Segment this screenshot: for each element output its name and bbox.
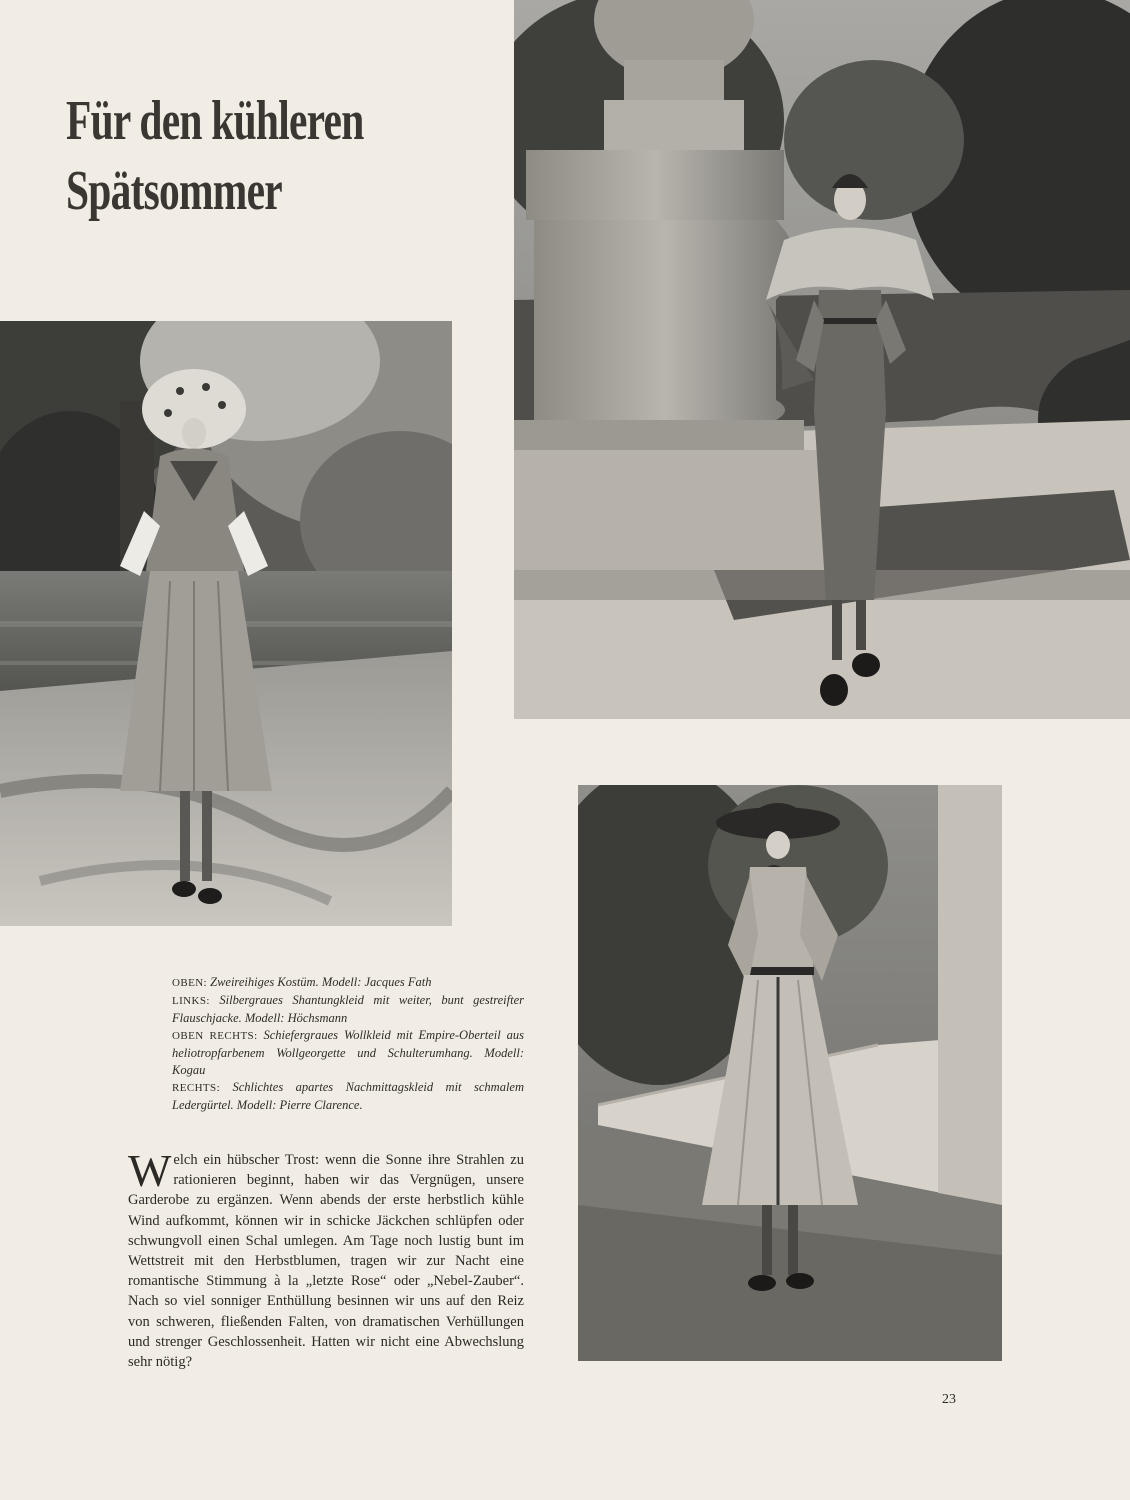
caption-text: Schlichtes apartes Nachmittagskleid mit schmalem Ledergürtel. Modell: Pierre Clarence. <box>172 1080 524 1112</box>
title-line-2: Spätsommer <box>66 160 282 222</box>
caption-text: Zweireihiges Kostüm. Modell: Jacques Fath <box>210 975 432 989</box>
page-title <box>66 86 362 226</box>
photo-suit-by-lake-image <box>0 321 452 926</box>
photo-dress-by-wall <box>578 785 1002 1361</box>
photo-dress-by-pedestal-image <box>514 0 1130 719</box>
article-body <box>128 1145 524 1372</box>
photo-suit-by-lake <box>0 321 452 926</box>
caption-text: Schiefergraues Wollkleid mit Empire-Oberteil aus heliotropfarbenem Wollgeorgette und Schulterumhang. Modell: Kogau <box>172 1028 524 1077</box>
title-line-1: Für den kühleren <box>66 90 364 152</box>
caption-3 <box>172 1027 524 1079</box>
page-number: 23 <box>942 1392 956 1407</box>
caption-label: RECHTS: <box>172 1082 221 1094</box>
photo-captions <box>172 974 524 1114</box>
caption-label: LINKS: <box>172 995 210 1007</box>
caption-label: OBEN: <box>172 977 207 989</box>
drop-cap: W <box>128 1145 172 1196</box>
photo-dress-by-pedestal <box>514 0 1130 719</box>
caption-label: OBEN RECHTS: <box>172 1030 258 1042</box>
caption-text: Silbergraues Shantungkleid mit weiter, bunt gestreifter Flauschjacke. Modell: Höchsmann <box>172 993 525 1025</box>
caption-2 <box>172 992 524 1027</box>
article-body-text: elch ein hübscher Trost: wenn die Sonne ihre Strahlen zu rationieren beginnt, haben wir das Vergnügen, unsere Garderobe zu ergänzen. Wenn abends der erste herbstlich kühle Wind aufkommt, können wir in schicke Jäckchen schlüpfen oder schwungvoll einen Schal umlegen. Am Tage noch lustig bunt im Wettstreit mit den Herbstblumen, tragen wir zur Nacht eine romantische Stimmung à la „letzte Rose“ oder „Nebel-Zauber“. Nach so viel sonniger Enthüllung besinnen wir uns auf den Reiz von schweren, fließenden Falten, von dramatischen Verhüllungen und strenger Geschlossenheit. Hatten wir nicht eine Abwechslung sehr nötig? <box>128 1152 524 1371</box>
caption-1 <box>172 974 524 992</box>
caption-4 <box>172 1079 524 1114</box>
photo-dress-by-wall-image <box>578 785 1002 1361</box>
